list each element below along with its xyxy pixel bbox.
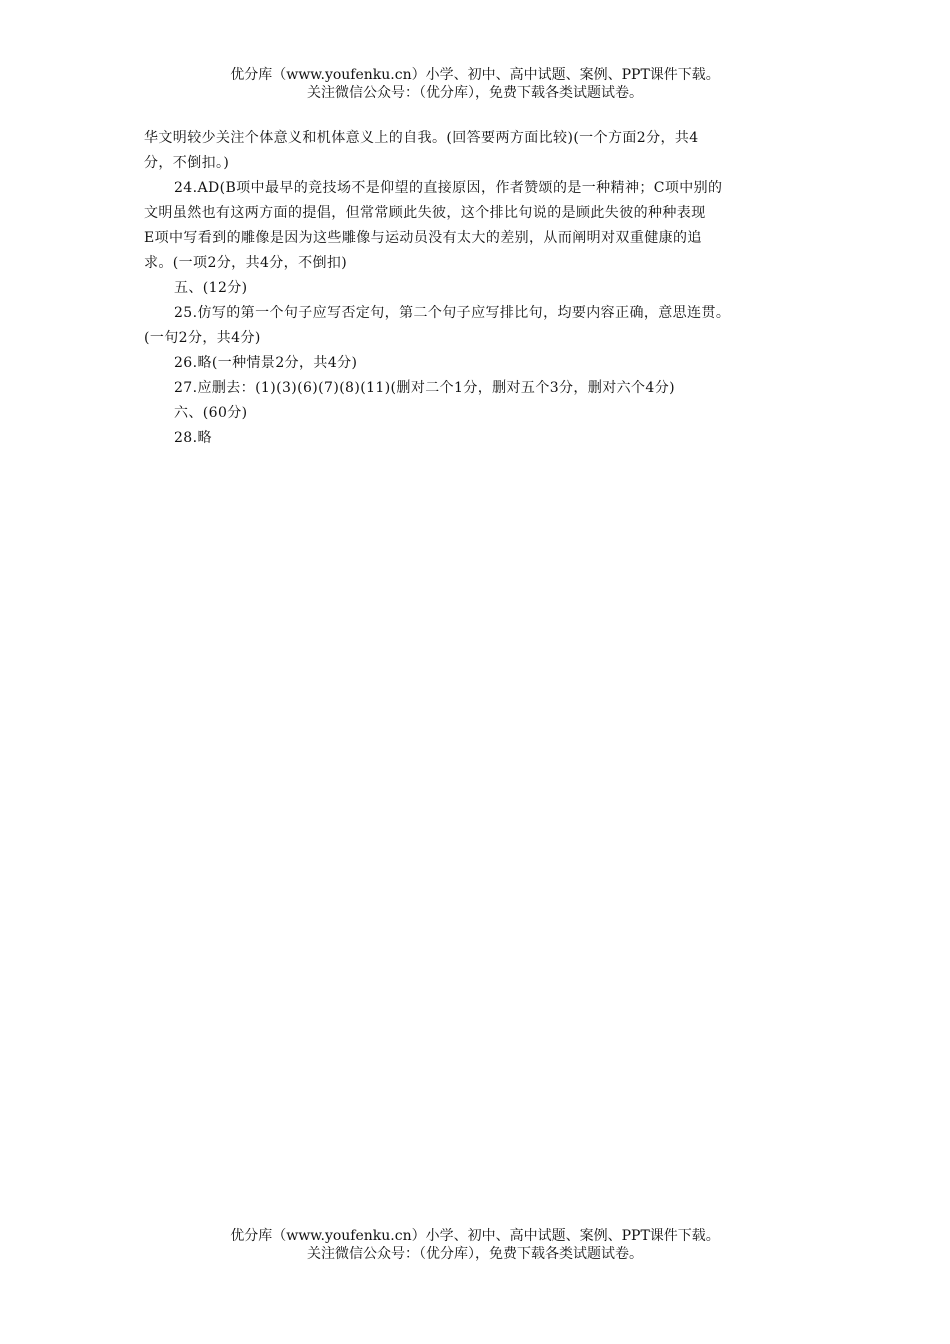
- body-line: 求。(一项2分，共4分，不倒扣): [144, 255, 348, 271]
- answer-26: 26.略(一种情景2分，共4分): [174, 355, 358, 371]
- answer-24: 24.AD(B项中最早的竞技场不是仰望的直接原因，作者赞颂的是一种精神；C项中别的: [174, 180, 723, 196]
- footer-line-1: 优分库（www.youfenku.cn）小学、初中、高中试题、案例、PPT课件下载。: [230, 1228, 720, 1244]
- header-line-2: 关注微信公众号：（优分库），免费下载各类试题试卷。: [307, 85, 643, 101]
- body-line: 华文明较少关注个体意义和机体意义上的自我。(回答要两方面比较)(一个方面2分，共4: [144, 130, 699, 146]
- header-line-1: 优分库（www.youfenku.cn）小学、初中、高中试题、案例、PPT课件下载。: [230, 67, 720, 83]
- page-header: [0, 66, 950, 102]
- page-footer: [0, 1227, 950, 1263]
- answer-body: [144, 126, 816, 451]
- body-line: 文明虽然也有这两方面的提倡，但常常顾此失彼，这个排比句说的是顾此失彼的种种表现: [144, 205, 706, 221]
- answer-28: 28.略: [174, 430, 212, 446]
- body-line: E项中写看到的雕像是因为这些雕像与运动员没有太大的差别，从而阐明对双重健康的追: [144, 230, 702, 246]
- body-line: 分，不倒扣。): [144, 155, 230, 171]
- answer-27: 27.应删去：(1)(3)(6)(7)(8)(11)(删对二个1分，删对五个3分，删对六个4分): [174, 380, 676, 396]
- section-six-heading: 六、(60分): [174, 405, 248, 421]
- answer-25: 25.仿写的第一个句子应写否定句，第二个句子应写排比句，均要内容正确，意思连贯。: [174, 305, 731, 321]
- footer-line-2: 关注微信公众号：（优分库），免费下载各类试题试卷。: [307, 1246, 643, 1262]
- body-line: (一句2分，共4分): [144, 330, 261, 346]
- section-five-heading: 五、(12分): [174, 280, 248, 296]
